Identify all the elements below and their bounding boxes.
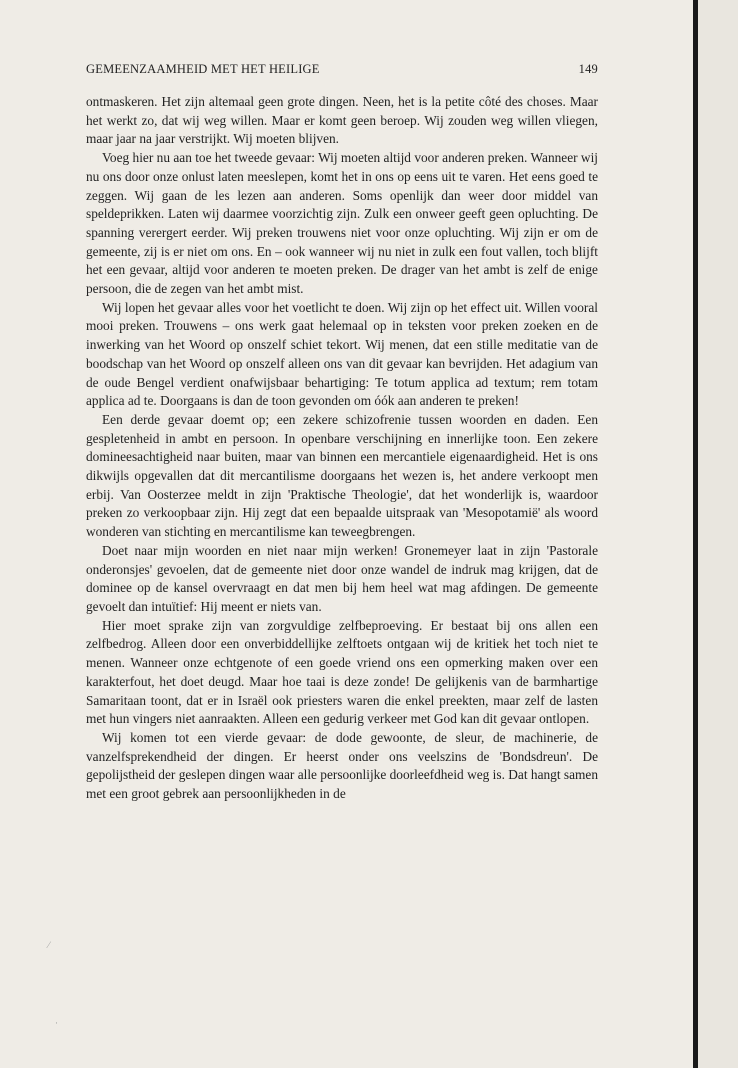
paragraph: Doet naar mijn woorden en niet naar mijn werken! Gronemeyer laat in zijn 'Pastorale onderonsjes' gevoelen, dat de gemeente niet door onze wandel de indruk mag krijgen, dat de dominee op de kansel overvraagt en dat men bij hem heel wat mag afdingen. De gemeente gevoelt dan intuïtief: Hij meent er niets van.	[86, 542, 598, 614]
running-title: GEMEENZAAMHEID MET HET HEILIGE	[86, 62, 320, 76]
body-text	[86, 93, 598, 804]
paragraph: ontmaskeren. Het zijn altemaal geen grote dingen. Neen, het is la petite côté des choses. Maar het werkt zo, dat wij weg willen. Maar er komt geen beroep. Wij zouden weg willen vliegen, maar jaar na jaar verstrijkt. Wij moeten blijven.	[86, 94, 598, 147]
page-edge-shadow	[693, 0, 698, 1068]
paragraph: Voeg hier nu aan toe het tweede gevaar: Wij moeten altijd voor anderen preken. Wanneer wij nu ons door onze onlust laten meeslepen, komt het in ons op eens uit te varen. Het eens goed te zeggen. Wij gaan de les lezen aan anderen. Soms openlijk dan weer door middel van speldeprikken. Laten wij daarmee voorzichtig zijn. Zulk een onweer geeft geen opluchting. De spanning verergert eerder. Wij preken trouwens niet voor onze opluchting. Wij zijn er om de gemeente, zij is er niet om ons. En – ook wanneer wij nu niet in zulk een fout vallen, toch blijft het een gevaar, altijd voor anderen te moeten preken. De drager van het ambt is zelf de enige persoon, die de zegen van het ambt mist.	[86, 150, 598, 297]
paragraph: Hier moet sprake zijn van zorgvuldige zelfbeproeving. Er bestaat bij ons allen een zelfbedrog. Alleen door een onverbiddellijke zelftoets ontgaan wij de kritiek het toch niet te menen. Wanneer onze echtgenote of een goede vriend ons een opmerking maken over een karakterfout, het doet deugd. Maar hoe taai is deze zonde! De gelijkenis van de barmhartige Samaritaan toont, dat er in Israël ook priesters waren die enkel preekten, maar zelf de lasten met hun vingers niet aanraakten. Alleen een gedurig verkeer met God kan dit gevaar ontlopen.	[86, 617, 598, 727]
page-number: 149	[578, 62, 598, 76]
paragraph: Een derde gevaar doemt op; een zekere schizofrenie tussen woorden en daden. Een gespletenheid in ambt en persoon. In openbare verschijning en innerlijke toon. Een zekere domineesachtigheid naar buiten, maar van binnen een mercantiele eigenaardigheid. Het is ons dikwijls opgevallen dat dit mercantilisme doorgaans het wezen is, het andere verkoopt men erbij. Van Oosterzee meldt in zijn 'Praktische Theologie', dat het wonderlijk is, waardoor preken zo verkoopbaar zijn. Hij zegt dat een bepaalde uitspraak van 'Mesopotamië' als woord wonderen van stichting en mercantilisme kan teweegbrengen.	[86, 411, 598, 540]
speck-mark: ⁄	[48, 940, 50, 950]
paragraph: Wij lopen het gevaar alles voor het voetlicht te doen. Wij zijn op het effect uit. Willen vooral mooi preken. Trouwens – ons werk gaat helemaal op in teksten voor preken zoeken en de inwerking van het Woord op onszelf schiet tekort. Wij menen, dat een stille meditatie van de boodschap van het Woord op onszelf alleen ons van dit gevaar kan bevrijden. Het adagium van de oude Bengel verdient onafwijsbaar behartiging: Te totum applica ad textum; rem totam applica ad te. Doorgaans is dan de toon gevonden om óók aan anderen te preken!	[86, 299, 598, 409]
speck-mark: ·	[55, 1018, 58, 1028]
paragraph: Wij komen tot een vierde gevaar: de dode gewoonte, de sleur, de machinerie, de vanzelfsprekendheid der dingen. Er heerst onder ons veelszins de 'Bondsdreun'. De gepolijstheid der geslepen dingen waar alle persoonlijke doorleefdheid weg is. Dat hangt samen met een groot gebrek aan persoonlijkheden in de	[86, 729, 598, 802]
